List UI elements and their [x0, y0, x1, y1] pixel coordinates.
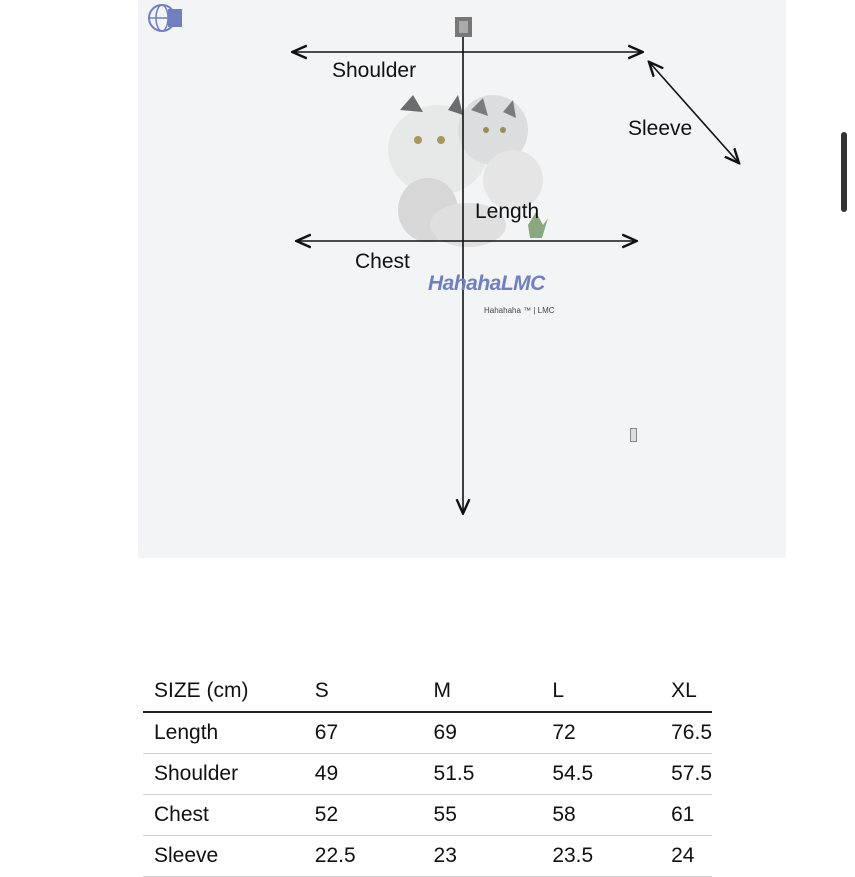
- brand-name: HahahaLMC: [428, 272, 545, 295]
- cell-value: 72: [541, 712, 660, 754]
- scrollbar-thumb[interactable]: [841, 132, 847, 212]
- table-row: [143, 795, 712, 836]
- cell-value: 23: [423, 836, 542, 877]
- cell-value: 52: [304, 795, 423, 836]
- row-label: Length: [143, 712, 304, 754]
- size-diagram: [138, 0, 786, 558]
- table-row: [143, 836, 712, 877]
- shoulder-label: Shoulder: [332, 59, 417, 82]
- cell-value: 24: [660, 836, 712, 877]
- cell-value: 69: [423, 712, 542, 754]
- cell-value: 49: [304, 754, 423, 795]
- length-label: Length: [475, 200, 540, 223]
- cell-value: 51.5: [423, 754, 542, 795]
- sleeve-label: Sleeve: [628, 117, 693, 140]
- cell-value: 76.5: [660, 712, 712, 754]
- cell-value: 54.5: [541, 754, 660, 795]
- header-size-cm: SIZE (cm): [143, 671, 304, 712]
- cat-artwork: [388, 95, 548, 247]
- header-m: M: [423, 671, 542, 712]
- table-header-row: [143, 671, 712, 712]
- cell-value: 61: [660, 795, 712, 836]
- cell-value: 55: [423, 795, 542, 836]
- brand-subtitle: Hahahaha ™ | LMC: [484, 306, 555, 315]
- cell-value: 67: [304, 712, 423, 754]
- globe-logo-icon: [138, 0, 318, 50]
- size-chart-table: [143, 671, 712, 877]
- row-label: Sleeve: [143, 836, 304, 877]
- header-s: S: [304, 671, 423, 712]
- hem-tag: [630, 428, 637, 442]
- table-row: [143, 754, 712, 795]
- row-label: Chest: [143, 795, 304, 836]
- cell-value: 57.5: [660, 754, 712, 795]
- table-row: [143, 712, 712, 754]
- header-xl: XL: [660, 671, 712, 712]
- cell-value: 58: [541, 795, 660, 836]
- header-l: L: [541, 671, 660, 712]
- cell-value: 22.5: [304, 836, 423, 877]
- chest-label: Chest: [355, 250, 410, 273]
- row-label: Shoulder: [143, 754, 304, 795]
- cell-value: 23.5: [541, 836, 660, 877]
